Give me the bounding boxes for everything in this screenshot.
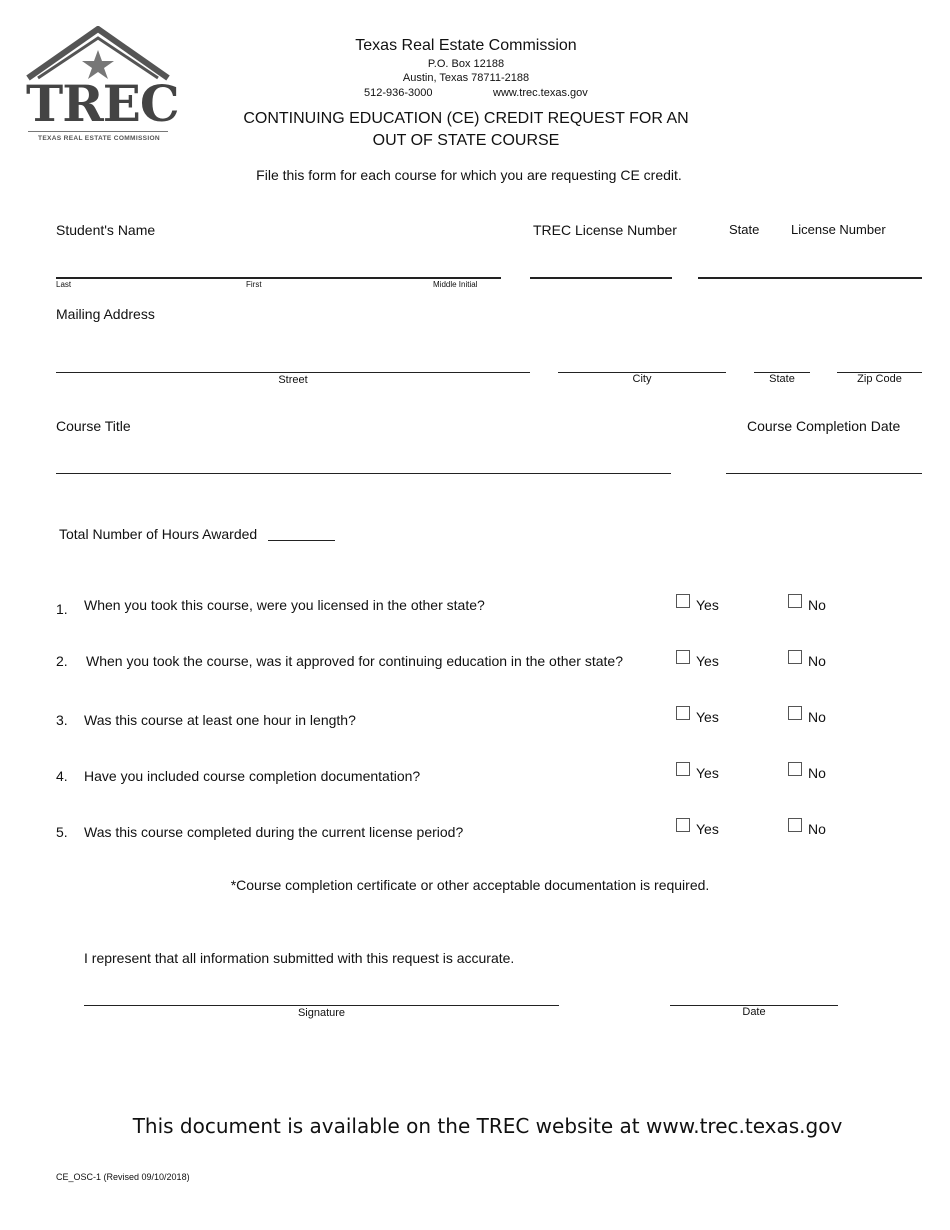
question-number: 5. xyxy=(56,824,68,840)
course-title-field[interactable] xyxy=(56,473,671,474)
signature-label: Signature xyxy=(297,1007,346,1019)
course-title-label: Course Title xyxy=(56,418,131,434)
total-hours-field[interactable] xyxy=(268,540,335,541)
addr-state-label: State xyxy=(769,373,795,385)
date-label: Date xyxy=(742,1006,766,1018)
last-label: Last xyxy=(56,280,72,289)
form-title-line1: CONTINUING EDUCATION (CE) CREDIT REQUEST FOR AN xyxy=(243,110,689,127)
question-text: Was this course completed during the current license period? xyxy=(84,824,464,840)
question-number: 3. xyxy=(56,712,68,728)
trec-license-number-label: TREC License Number xyxy=(533,222,677,238)
signature-field[interactable] xyxy=(84,1005,559,1006)
students-name-label: Student's Name xyxy=(56,222,156,238)
first-label: First xyxy=(246,280,262,289)
question-number: 1. xyxy=(56,601,68,617)
street-field[interactable] xyxy=(56,372,530,373)
no-checkbox[interactable] xyxy=(788,818,802,832)
trec-logo xyxy=(26,26,179,146)
question-text: Have you included course completion documentation? xyxy=(84,768,421,784)
yes-label: Yes xyxy=(696,821,719,837)
documentation-note: *Course completion certificate or other acceptable documentation is required. xyxy=(230,877,710,893)
mailing-address-label: Mailing Address xyxy=(56,306,155,322)
yes-checkbox[interactable] xyxy=(676,706,690,720)
yes-checkbox[interactable] xyxy=(676,650,690,664)
state-label: State xyxy=(729,222,760,237)
po-box: P.O. Box 12188 xyxy=(427,58,505,70)
no-checkbox[interactable] xyxy=(788,594,802,608)
no-label: No xyxy=(808,653,826,669)
form-instruction: File this form for each course for which you are requesting CE credit. xyxy=(256,167,682,183)
org-name: Texas Real Estate Commission xyxy=(355,37,577,54)
logo-rule xyxy=(28,131,168,132)
website: www.trec.texas.gov xyxy=(493,87,588,99)
yes-checkbox[interactable] xyxy=(676,594,690,608)
course-completion-date-label: Course Completion Date xyxy=(747,418,901,434)
state-license-number-field[interactable] xyxy=(698,277,922,279)
license-number-label: License Number xyxy=(791,222,886,237)
question-number: 4. xyxy=(56,768,68,784)
yes-label: Yes xyxy=(696,597,719,613)
yes-checkbox[interactable] xyxy=(676,818,690,832)
yes-checkbox[interactable] xyxy=(676,762,690,776)
logo-caption: TEXAS REAL ESTATE COMMISSION xyxy=(38,135,160,142)
yes-label: Yes xyxy=(696,709,719,725)
yes-label: Yes xyxy=(696,765,719,781)
no-label: No xyxy=(808,765,826,781)
logo-letters: TREC xyxy=(26,74,179,133)
middle-initial-label: Middle Initial xyxy=(433,280,478,289)
question-text: Was this course at least one hour in length? xyxy=(84,712,356,728)
attestation-text: I represent that all information submitted with this request is accurate. xyxy=(84,950,515,966)
phone: 512-936-3000 xyxy=(364,87,433,99)
yes-label: Yes xyxy=(696,653,719,669)
no-label: No xyxy=(808,597,826,613)
question-text: When you took this course, were you licensed in the other state? xyxy=(84,597,485,613)
no-label: No xyxy=(808,709,826,725)
website-availability-notice: This document is available on the TREC website at www.trec.texas.gov xyxy=(132,1114,843,1138)
total-hours-label: Total Number of Hours Awarded xyxy=(59,526,258,542)
no-checkbox[interactable] xyxy=(788,650,802,664)
course-completion-date-field[interactable] xyxy=(726,473,922,474)
city-label: City xyxy=(632,373,652,385)
street-label: Street xyxy=(278,374,308,386)
form-title-line2: OUT OF STATE COURSE xyxy=(372,132,560,149)
no-checkbox[interactable] xyxy=(788,762,802,776)
no-checkbox[interactable] xyxy=(788,706,802,720)
no-label: No xyxy=(808,821,826,837)
trec-license-number-field[interactable] xyxy=(530,277,672,279)
students-name-field[interactable] xyxy=(56,277,501,279)
question-text: When you took the course, was it approved for continuing education in the other state? xyxy=(86,653,623,669)
zip-code-label: Zip Code xyxy=(857,373,902,385)
question-number: 2. xyxy=(56,653,68,669)
city-zip: Austin, Texas 78711-2188 xyxy=(402,72,530,84)
form-id: CE_OSC-1 (Revised 09/10/2018) xyxy=(56,1172,190,1182)
